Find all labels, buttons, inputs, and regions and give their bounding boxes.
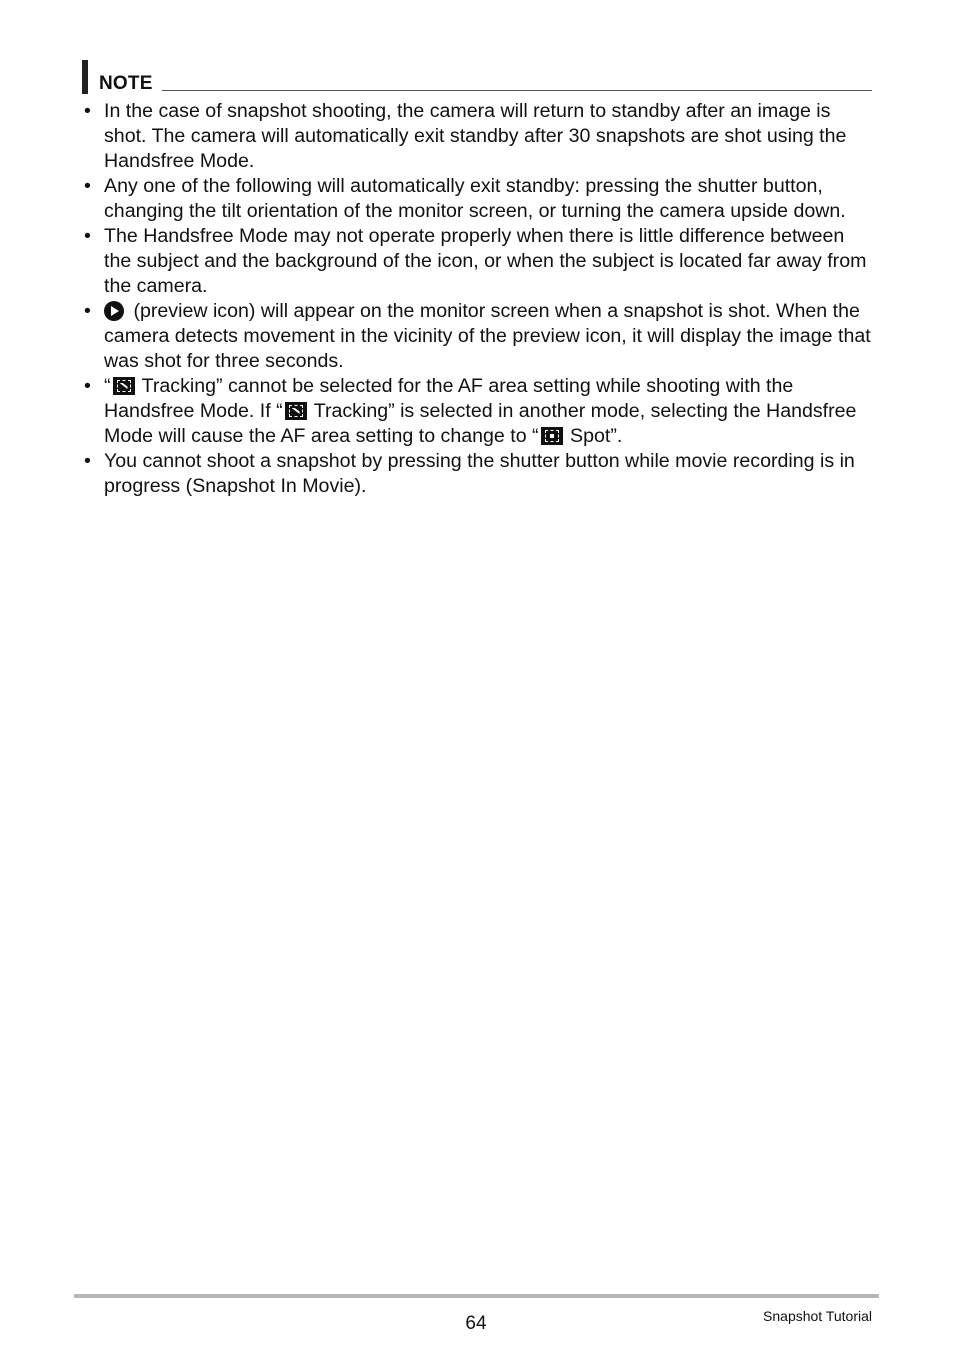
note-bullet-list [84, 99, 874, 499]
bullet-text: You cannot shoot a snapshot by pressing the shutter button while movie recording is in progress (Snapshot In Movie). [104, 450, 855, 497]
bullet-text-part: Tracking” cannot be selected for the AF area setting while shooting with the Handsfree Mode. If “ [104, 375, 794, 422]
note-title: NOTE [99, 73, 153, 94]
bullet-marker: • [84, 450, 91, 472]
af-tracking-icon [113, 377, 135, 395]
bullet-text: In the case of snapshot shooting, the camera will return to standby after an image is shot. The camera will automatically exit standby after 30 snapshots are shot using the Handsfree Mode. [104, 100, 847, 172]
note-header [82, 60, 872, 96]
bullet-text-part: Tracking” is selected in another mode, selecting the Handsfree Mode will cause the AF area setting to change to “ [104, 400, 857, 447]
bullet-marker: • [84, 225, 91, 247]
bullet-text: (preview icon) will appear on the monitor screen when a snapshot is shot. When the camera detects movement in the vicinity of the preview icon, it will display the image that was shot for three seconds. [104, 300, 871, 372]
bullet-marker: • [84, 100, 91, 122]
list-item [84, 299, 874, 374]
page-number: 64 [465, 1313, 487, 1334]
bullet-text-part: “ [104, 375, 111, 397]
preview-icon [104, 301, 124, 321]
list-item [84, 449, 874, 499]
bullet-marker: • [84, 375, 91, 397]
list-item [84, 174, 874, 224]
note-divider [162, 90, 872, 91]
list-item [84, 374, 874, 449]
af-spot-icon [541, 427, 563, 445]
bullet-marker: • [84, 175, 91, 197]
footer-divider [74, 1294, 879, 1298]
bullet-text: Any one of the following will automatically exit standby: pressing the shutter button, changing the tilt orientation of the monitor screen, or turning the camera upside down. [104, 175, 846, 222]
bullet-marker: • [84, 300, 91, 322]
bullet-text: The Handsfree Mode may not operate properly when there is little difference between the subject and the background of the icon, or when the subject is located far away from the camera. [104, 225, 867, 297]
af-tracking-icon [285, 402, 307, 420]
list-item [84, 99, 874, 174]
list-item [84, 224, 874, 299]
section-name: Snapshot Tutorial [763, 1308, 872, 1324]
bullet-text-part: Spot”. [570, 425, 623, 447]
note-marker-bar [82, 60, 88, 94]
